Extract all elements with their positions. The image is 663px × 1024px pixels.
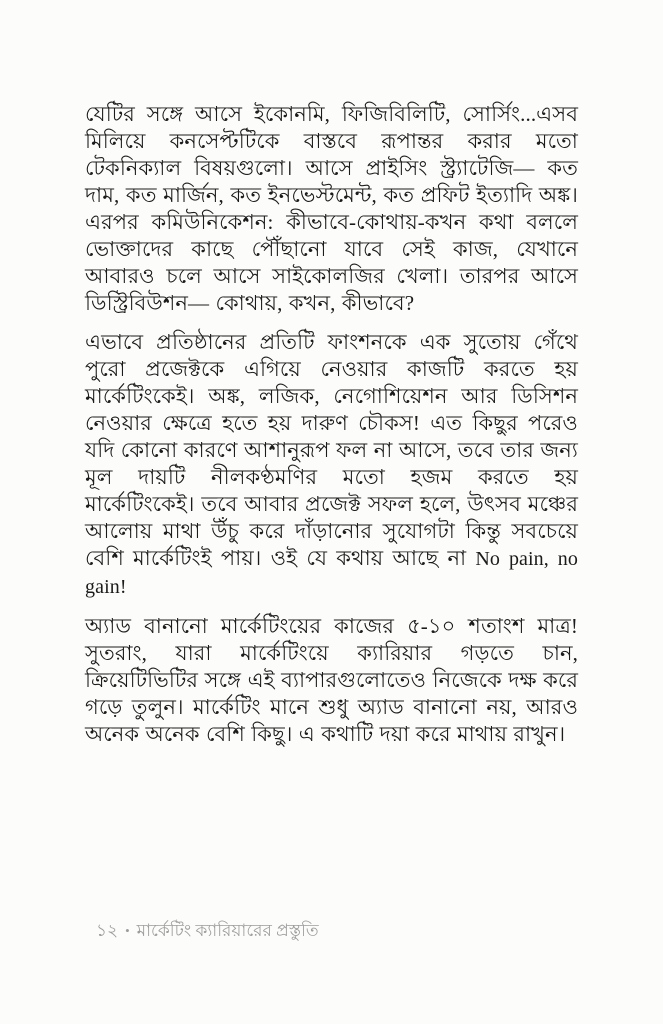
paragraph-3-text: অ্যাড বানানো মার্কেটিংয়ের কাজের ৫-১০ শতাংশ মাত্র! সুতরাং, যারা মার্কেটিংয়ে ক্যারিয়ার গড়তে চান, ক্রিয়েটিভিটির সঙ্গে এই ব্যাপারগুলোতেও নিজেকে দক্ষ করে গড়ে তুলুন। মার্কেটিং মানে শুধু অ্যাড বানানো নয়, আরও অনেক অনেক বেশি কিছু। এ কথাটি দয়া করে মাথায় রাখুন।: [85, 614, 578, 746]
page-footer: [96, 920, 319, 942]
paragraph-1-text: যেটির সঙ্গে আসে ইকোনমি, ফিজিবিলিটি, সোর্সিং...এসব মিলিয়ে কনসেপ্টটিকে বাস্তবে রূপান্তর করার মতো টেকনিক্যাল বিষয়গুলো। আসে প্রাইসিং স্ট্র্যাটেজি— কত দাম, কত মার্জিন, কত ইনভেস্টমেন্ট, কত প্রফিট ইত্যাদি অঙ্ক। এরপর কমিউনিকেশন: কীভাবে-কোথায়-কখন কথা বললে ভোক্তাদের কাছে পৌঁছানো যাবে সেই কাজ, যেখানে আবারও চলে আসে সাইকোলজির খেলা। তারপর আসে ডিস্ট্রিবিউশন— কোথায়, কখন, কীভাবে?: [85, 102, 578, 315]
book-title: মার্কেটিং ক্যারিয়ারের প্রস্তুতি: [136, 921, 319, 940]
paragraph-3: [85, 613, 578, 748]
paragraph-1: [85, 101, 578, 317]
page-number: ১২: [96, 921, 119, 940]
footer-separator-bullet: •: [125, 923, 130, 938]
paragraph-2-latin-phrase: No pain, no gain!: [85, 548, 578, 598]
paragraph-2-text: এভাবে প্রতিষ্ঠানের প্রতিটি ফাংশনকে এক সুতোয় গেঁথে পুরো প্রজেক্টকে এগিয়ে নেওয়ার কাজটি করতে হয় মার্কেটিংকেই। অঙ্ক, লজিক, নেগোশিয়েশন আর ডিসিশন নেওয়ার ক্ষেত্রে হতে হয় দারুণ চৌকস! এত কিছুর পরেও যদি কোনো কারণে আশানুরূপ ফল না আসে, তবে তার জন্য মূল দায়টি নীলকণ্ঠমণির মতো হজম করতে হয় মার্কেটিংকেই। তবে আবার প্রজেক্ট সফল হলে, উৎসব মঞ্চের আলোয় মাথা উঁচু করে দাঁড়ানোর সুযোগটা কিন্তু সবচেয়ে বেশি মার্কেটিংই পায়। ওই যে কথায় আছে না: [85, 330, 578, 570]
body-text-block: [85, 101, 578, 760]
paragraph-2: [85, 329, 578, 601]
